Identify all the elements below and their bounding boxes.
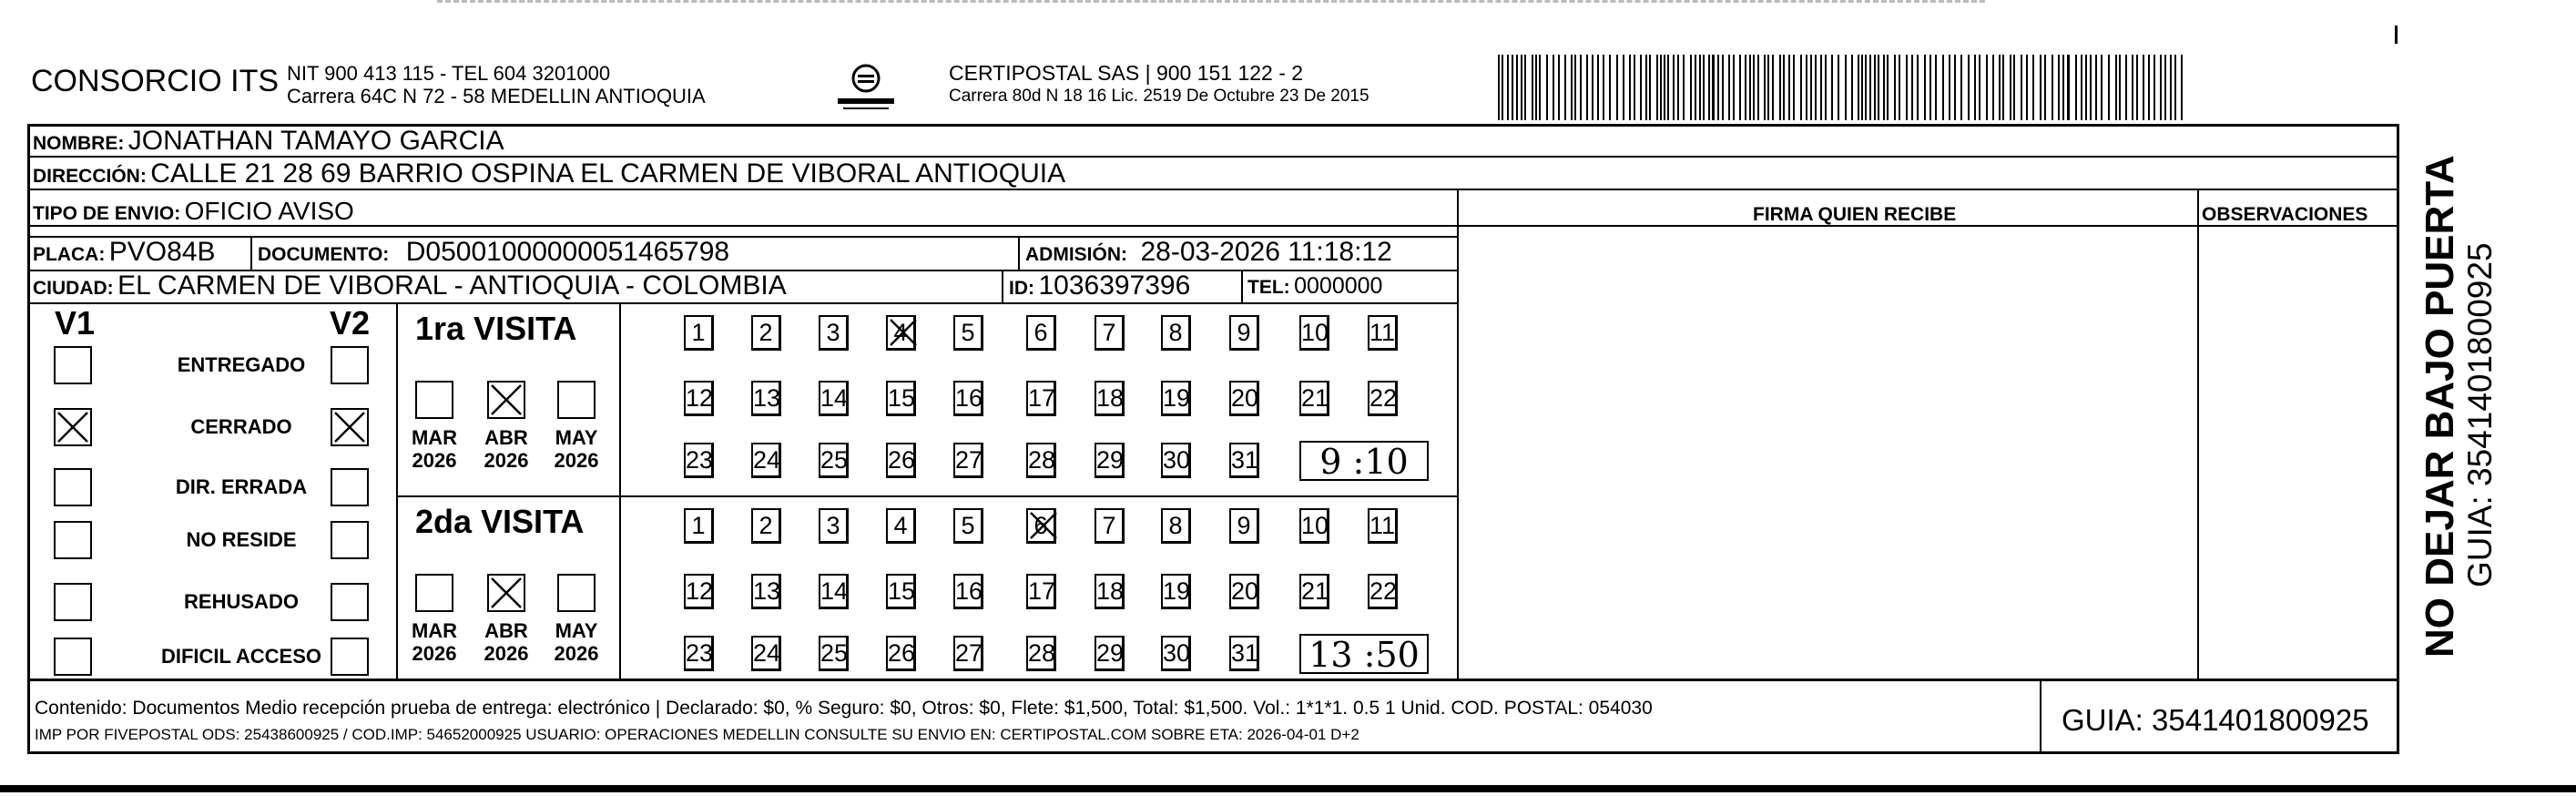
tel-field	[1247, 273, 1382, 300]
barcode-bar	[2021, 55, 2022, 120]
recipient-address-row	[33, 158, 1065, 189]
barcode-bar	[1708, 55, 1710, 120]
footer-guia: GUIA: 3541401800925	[2062, 703, 2369, 737]
barcode-bar	[1825, 55, 1827, 120]
barcode-bar	[1858, 55, 1859, 120]
barcode-bar	[1660, 55, 1662, 120]
barcode-bar	[1815, 55, 1817, 120]
day-cell[interactable]: 11	[1368, 508, 1398, 544]
x-mark-icon	[56, 410, 92, 446]
day-cell[interactable]: 21	[1299, 574, 1329, 609]
month-label	[474, 426, 538, 472]
barcode-bar	[1883, 55, 1885, 120]
barcode-bar	[1753, 55, 1755, 120]
barcode-bar	[1878, 55, 1879, 120]
month-checkbox[interactable]	[487, 381, 525, 419]
barcode-bar	[1800, 55, 1802, 120]
barcode-bar	[1673, 55, 1675, 120]
barcode-bar	[1507, 55, 1509, 120]
form-frame	[27, 124, 2399, 754]
v1-checkbox[interactable]	[54, 468, 92, 506]
day-cell[interactable]: 19	[1161, 574, 1191, 609]
day-cell[interactable]: 26	[886, 443, 916, 478]
top-tear-edge	[437, 0, 1985, 6]
day-cell[interactable]: 2	[751, 508, 781, 544]
day-cell[interactable]: 25	[819, 443, 849, 478]
barcode-bar	[1838, 55, 1839, 120]
month-name: MAR	[411, 619, 458, 642]
day-cell[interactable]: 1	[684, 315, 714, 351]
barcode-bar	[1677, 55, 1679, 120]
v2-label: V2	[330, 304, 371, 342]
day-cell[interactable]: 5	[953, 315, 983, 351]
barcode-bar	[1960, 55, 1962, 120]
barcode-bar	[1558, 55, 1560, 120]
barcode-bar	[1580, 55, 1582, 120]
month-label	[545, 426, 608, 472]
barcode-bar	[1979, 55, 1980, 120]
v2-checkbox[interactable]	[331, 468, 369, 506]
barcode-bar	[2062, 55, 2064, 120]
recipient-address: CALLE 21 28 69 BARRIO OSPINA EL CARMEN DE VIBORAL ANTIOQUIA	[150, 158, 1066, 189]
day-cell[interactable]: 20	[1229, 574, 1259, 609]
plate-field	[33, 237, 216, 268]
barcode-bar	[1749, 55, 1751, 120]
month-year: 2026	[412, 642, 457, 665]
barcode-bar	[1524, 55, 1526, 120]
barcode-bar	[1722, 55, 1724, 120]
status-option-label: REHUSADO	[184, 590, 299, 613]
signature-column-header: FIRMA QUIEN RECIBE	[1753, 204, 1957, 225]
barcode-bar	[1683, 55, 1685, 120]
x-mark-icon	[332, 410, 369, 446]
visit-title: 1ra VISITA	[415, 310, 577, 347]
month-year: 2026	[554, 642, 599, 665]
barcode-bar	[2119, 55, 2121, 120]
name-label: NOMBRE:	[33, 133, 125, 154]
barcode-bar	[1942, 55, 1944, 120]
day-cell[interactable]: 18	[1095, 574, 1125, 609]
observations-column-header: OBSERVACIONES	[2202, 204, 2368, 225]
shipment-type: OFICIO AVISO	[184, 197, 354, 225]
plate-value: PVO84B	[108, 237, 216, 267]
carrier-name: CERTIPOSTAL SAS | 900 151 122 - 2	[949, 61, 1304, 85]
barcode-bar	[1865, 55, 1867, 120]
barcode-bar	[1564, 55, 1566, 120]
day-cell[interactable]: 9	[1229, 315, 1259, 351]
barcode-bar	[1717, 55, 1719, 120]
month-checkbox[interactable]	[557, 574, 596, 612]
recipient-name-row	[33, 126, 504, 157]
month-year: 2026	[484, 449, 529, 472]
v2-checkbox[interactable]	[331, 521, 369, 559]
barcode-bar	[1629, 55, 1631, 120]
shipment-type-row	[33, 197, 354, 226]
barcode-bar	[2040, 55, 2041, 120]
barcode-bar	[1745, 55, 1746, 120]
barcode-bar	[1667, 55, 1669, 120]
barcode-bar	[1788, 55, 1790, 120]
x-mark-icon	[1028, 510, 1061, 543]
day-cell[interactable]: 3	[819, 315, 849, 351]
day-cell[interactable]: 1	[684, 508, 714, 544]
day-cell[interactable]: 14	[819, 381, 849, 416]
company-name: CONSORCIO ITS	[31, 64, 280, 98]
day-cell[interactable]: 7	[1095, 315, 1125, 351]
document-label: DOCUMENTO:	[258, 244, 390, 265]
barcode-bar	[1535, 55, 1537, 120]
month-checkbox[interactable]	[487, 574, 525, 612]
admission-label: ADMISIÓN:	[1025, 244, 1127, 265]
barcode-bar	[1906, 55, 1908, 120]
barcode-bar	[2143, 55, 2144, 120]
day-cell[interactable]: 26	[886, 636, 916, 671]
barcode-bar	[1793, 55, 1795, 120]
month-checkbox[interactable]	[557, 381, 596, 419]
barcode-bar	[1553, 55, 1554, 120]
month-checkbox[interactable]	[415, 381, 453, 419]
barcode-bar	[2181, 55, 2183, 120]
barcode-bar	[1586, 55, 1588, 120]
barcode-bar	[2095, 55, 2097, 120]
admission-field	[1025, 237, 1392, 268]
day-cell[interactable]: 31	[1229, 443, 1259, 478]
day-cell[interactable]: 18	[1095, 381, 1125, 416]
barcode-bar	[1949, 55, 1950, 120]
barcode-bar	[1954, 55, 1956, 120]
day-cell[interactable]: 13	[751, 381, 781, 416]
contents-line: Contenido: Documentos Medio recepción prueba de entrega: electrónico | Declarado: $0, % Seguro: $0, Otros: $0, Flete: $1,500, Total: $1,500. Vol.: 1*1*1. 0.5 1 Unid. COD. POSTAL: 054030	[35, 698, 1653, 719]
barcode-bar	[1992, 55, 1994, 120]
day-cell[interactable]: 24	[751, 443, 781, 478]
month-label	[402, 619, 466, 665]
barcode-bar	[1772, 55, 1774, 120]
day-cell[interactable]: 5	[953, 508, 983, 544]
v1-label: V1	[55, 304, 96, 342]
barcode-bar	[1887, 55, 1889, 120]
barcode-bar	[2115, 55, 2117, 120]
barcode-bar	[1699, 55, 1701, 120]
barcode-bar	[1516, 55, 1518, 120]
barcode-bar	[2160, 55, 2162, 120]
month-label	[545, 619, 608, 665]
visit-time-box[interactable]	[1299, 441, 1429, 481]
barcode-bar	[1609, 55, 1611, 120]
day-cell[interactable]: 22	[1368, 381, 1398, 416]
day-cell[interactable]: 9	[1229, 508, 1259, 544]
visit-time-box[interactable]	[1299, 634, 1429, 674]
v2-checkbox[interactable]	[331, 346, 369, 384]
barcode-bar	[1831, 55, 1833, 120]
barcode-bar	[1917, 55, 1919, 120]
barcode-bar	[2136, 55, 2138, 120]
tel-value: 0000000	[1294, 273, 1383, 299]
barcode-bar	[1574, 55, 1576, 120]
barcode	[1498, 55, 2190, 120]
day-cell[interactable]: 19	[1161, 381, 1191, 416]
barcode-bar	[1924, 55, 1926, 120]
corner-mark	[2395, 26, 2398, 44]
month-name: MAY	[555, 619, 598, 642]
barcode-bar	[2153, 55, 2155, 120]
day-cell[interactable]: 30	[1161, 636, 1191, 671]
barcode-bar	[1851, 55, 1853, 120]
city-value: EL CARMEN DE VIBORAL - ANTIOQUIA - COLOMBIA	[117, 270, 787, 301]
barcode-bar	[2081, 55, 2082, 120]
day-cell[interactable]: 20	[1229, 381, 1259, 416]
barcode-bar	[1911, 55, 1913, 120]
day-cell[interactable]: 4	[886, 508, 916, 544]
day-cell[interactable]: 29	[1095, 636, 1125, 671]
no-dejar-bajo-puerta: NO DEJAR BAJO PUERTA	[2418, 155, 2462, 658]
barcode-bar	[2085, 55, 2087, 120]
day-cell[interactable]: 31	[1229, 636, 1259, 671]
barcode-bar	[1640, 55, 1642, 120]
barcode-bar	[2108, 55, 2110, 120]
day-cell[interactable]: 13	[751, 574, 781, 609]
day-cell[interactable]: 6	[1026, 508, 1056, 544]
barcode-bar	[1810, 55, 1812, 120]
barcode-bar	[2132, 55, 2133, 120]
x-mark-icon	[489, 576, 525, 612]
barcode-bar	[1999, 55, 2001, 120]
v1-checkbox[interactable]	[54, 583, 92, 621]
barcode-bar	[2174, 55, 2176, 120]
barcode-bar	[1546, 55, 1548, 120]
recipient-name: JONATHAN TAMAYO GARCIA	[127, 126, 504, 156]
side-guia: GUIA: 3541401800925	[2461, 242, 2499, 587]
day-cell[interactable]: 15	[886, 381, 916, 416]
barcode-bar	[1656, 55, 1658, 120]
day-cell[interactable]: 17	[1026, 381, 1056, 416]
day-cell[interactable]: 8	[1161, 315, 1191, 351]
month-name: MAY	[555, 426, 598, 449]
day-cell[interactable]: 15	[886, 574, 916, 609]
barcode-bar	[2032, 55, 2034, 120]
day-cell[interactable]: 23	[684, 443, 714, 478]
id-label: ID:	[1009, 278, 1034, 299]
month-year: 2026	[484, 642, 529, 665]
barcode-bar	[2148, 55, 2150, 120]
barcode-bar	[2044, 55, 2046, 120]
day-cell[interactable]: 4	[886, 315, 916, 351]
barcode-bar	[1779, 55, 1781, 120]
document-field	[258, 237, 729, 268]
v1-checkbox[interactable]	[54, 408, 92, 446]
day-cell[interactable]: 27	[953, 636, 983, 671]
barcode-bar	[1597, 55, 1599, 120]
barcode-bar	[1649, 55, 1651, 120]
barcode-bar	[2125, 55, 2127, 120]
visit-time: 9 :10	[1319, 442, 1409, 482]
barcode-bar	[1899, 55, 1900, 120]
status-option-label: DIR. ERRADA	[175, 475, 308, 498]
month-year: 2026	[412, 449, 457, 472]
day-cell[interactable]: 28	[1026, 636, 1056, 671]
day-cell[interactable]: 2	[751, 315, 781, 351]
day-cell[interactable]: 17	[1026, 574, 1056, 609]
ods-line: IMP POR FIVEPOSTAL ODS: 25438600925 / COD.IMP: 54652000925 USUARIO: OPERACIONES MEDELLIN CONSULTE SU ENVIO EN: CERTIPOSTAL.COM SOBRE ETA: 2026-04-01 D+2	[35, 726, 1359, 743]
day-cell[interactable]: 30	[1161, 443, 1191, 478]
barcode-bar	[1986, 55, 1988, 120]
visit-time: 13 :50	[1308, 635, 1420, 675]
city-field	[33, 270, 787, 301]
month-label	[402, 426, 466, 472]
barcode-bar	[1592, 55, 1593, 120]
barcode-bar	[1616, 55, 1618, 120]
barcode-bar	[1783, 55, 1785, 120]
barcode-bar	[1974, 55, 1976, 120]
company-info	[287, 62, 706, 107]
document-value: D05001000000051465798	[405, 237, 730, 267]
v1-checkbox[interactable]	[54, 346, 92, 384]
barcode-bar	[1512, 55, 1513, 120]
day-cell[interactable]: 11	[1368, 315, 1398, 351]
day-cell[interactable]: 8	[1161, 508, 1191, 544]
barcode-bar	[1874, 55, 1876, 120]
barcode-bar	[2026, 55, 2028, 120]
barcode-bar	[2002, 55, 2004, 120]
barcode-bar	[1820, 55, 1822, 120]
day-cell[interactable]: 3	[819, 508, 849, 544]
barcode-bar	[1571, 55, 1573, 120]
id-value: 1036397396	[1038, 270, 1191, 301]
month-name: MAR	[411, 426, 458, 449]
day-cell[interactable]: 16	[953, 574, 983, 609]
barcode-bar	[1645, 55, 1647, 120]
id-field	[1009, 270, 1190, 301]
status-option-label: ENTREGADO	[177, 353, 306, 376]
tel-label: TEL:	[1247, 277, 1290, 298]
day-cell[interactable]: 7	[1095, 508, 1125, 544]
type-label: TIPO DE ENVIO:	[33, 203, 181, 224]
v1-checkbox[interactable]	[54, 638, 92, 676]
barcode-bar	[1757, 55, 1759, 120]
month-checkbox[interactable]	[415, 574, 453, 612]
barcode-bar	[1728, 55, 1730, 120]
x-mark-icon	[489, 383, 525, 419]
certipostal-logo	[836, 58, 896, 113]
barcode-bar	[1845, 55, 1847, 120]
barcode-bar	[1767, 55, 1769, 120]
barcode-bar	[1695, 55, 1696, 120]
month-label	[474, 619, 538, 665]
barcode-bar	[1861, 55, 1863, 120]
bottom-border-bar	[0, 785, 2576, 792]
plate-label: PLACA:	[33, 244, 106, 265]
barcode-bar	[2013, 55, 2015, 120]
day-cell[interactable]: 12	[684, 574, 714, 609]
barcode-bar	[2101, 55, 2103, 120]
v2-checkbox[interactable]	[331, 638, 369, 676]
v1-checkbox[interactable]	[54, 521, 92, 559]
barcode-bar	[1521, 55, 1522, 120]
barcode-bar	[1623, 55, 1624, 120]
status-option-label: NO RESIDE	[186, 528, 297, 551]
status-option-label: CERRADO	[190, 415, 292, 438]
x-mark-icon	[888, 317, 921, 350]
day-cell[interactable]: 10	[1299, 508, 1329, 544]
barcode-bar	[1869, 55, 1871, 120]
status-option-label: DIFICIL ACCESO	[160, 645, 321, 668]
barcode-bar	[1690, 55, 1692, 120]
v2-checkbox[interactable]	[331, 583, 369, 621]
visit-title: 2da VISITA	[415, 503, 585, 540]
day-cell[interactable]: 29	[1095, 443, 1125, 478]
barcode-bar	[2164, 55, 2166, 120]
barcode-bar	[1712, 55, 1715, 120]
day-cell[interactable]: 21	[1299, 381, 1329, 416]
barcode-bar	[1894, 55, 1896, 120]
day-cell[interactable]: 10	[1299, 315, 1329, 351]
barcode-bar	[1502, 55, 1503, 120]
v2-checkbox[interactable]	[331, 408, 369, 446]
barcode-bar	[1634, 55, 1635, 120]
barcode-bar	[1498, 55, 1500, 120]
day-cell[interactable]: 23	[684, 636, 714, 671]
barcode-bar	[1539, 55, 1541, 120]
day-cell[interactable]: 12	[684, 381, 714, 416]
barcode-bar	[2170, 55, 2172, 120]
carrier-info	[949, 62, 1369, 107]
day-cell[interactable]: 28	[1026, 443, 1056, 478]
barcode-bar	[1935, 55, 1937, 120]
month-year: 2026	[554, 449, 599, 472]
month-name: ABR	[484, 426, 528, 449]
barcode-bar	[1703, 55, 1705, 120]
day-cell[interactable]: 14	[819, 574, 849, 609]
company-nit: NIT 900 413 115 - TEL 604 3201000	[287, 62, 611, 85]
day-cell[interactable]: 16	[953, 381, 983, 416]
barcode-bar	[2090, 55, 2092, 120]
month-name: ABR	[484, 619, 528, 642]
day-cell[interactable]: 27	[953, 443, 983, 478]
barcode-bar	[2075, 55, 2077, 120]
barcode-bar	[1739, 55, 1741, 120]
city-label: CIUDAD:	[33, 278, 114, 299]
barcode-bar	[2010, 55, 2011, 120]
barcode-bar	[1664, 55, 1665, 120]
barcode-bar	[1929, 55, 1931, 120]
barcode-bar	[1764, 55, 1766, 120]
day-cell[interactable]: 6	[1026, 315, 1056, 351]
barcode-bar	[1968, 55, 1970, 120]
day-cell[interactable]: 24	[751, 636, 781, 671]
barcode-bar	[1806, 55, 1807, 120]
day-cell[interactable]: 25	[819, 636, 849, 671]
barcode-bar	[2067, 55, 2070, 120]
barcode-bar	[2052, 55, 2053, 120]
barcode-bar	[1733, 55, 1735, 120]
barcode-bar	[1532, 55, 1533, 120]
barcode-bar	[2058, 55, 2060, 120]
admission-value: 28-03-2026 11:18:12	[1140, 237, 1392, 267]
company-address: Carrera 64C N 72 - 58 MEDELLIN ANTIOQUIA	[287, 85, 706, 107]
address-label: DIRECCIÓN:	[33, 166, 147, 187]
carrier-license: Carrera 80d N 18 16 Lic. 2519 De Octubre 23 De 2015	[949, 87, 1369, 106]
barcode-bar	[1603, 55, 1604, 120]
day-cell[interactable]: 22	[1368, 574, 1398, 609]
